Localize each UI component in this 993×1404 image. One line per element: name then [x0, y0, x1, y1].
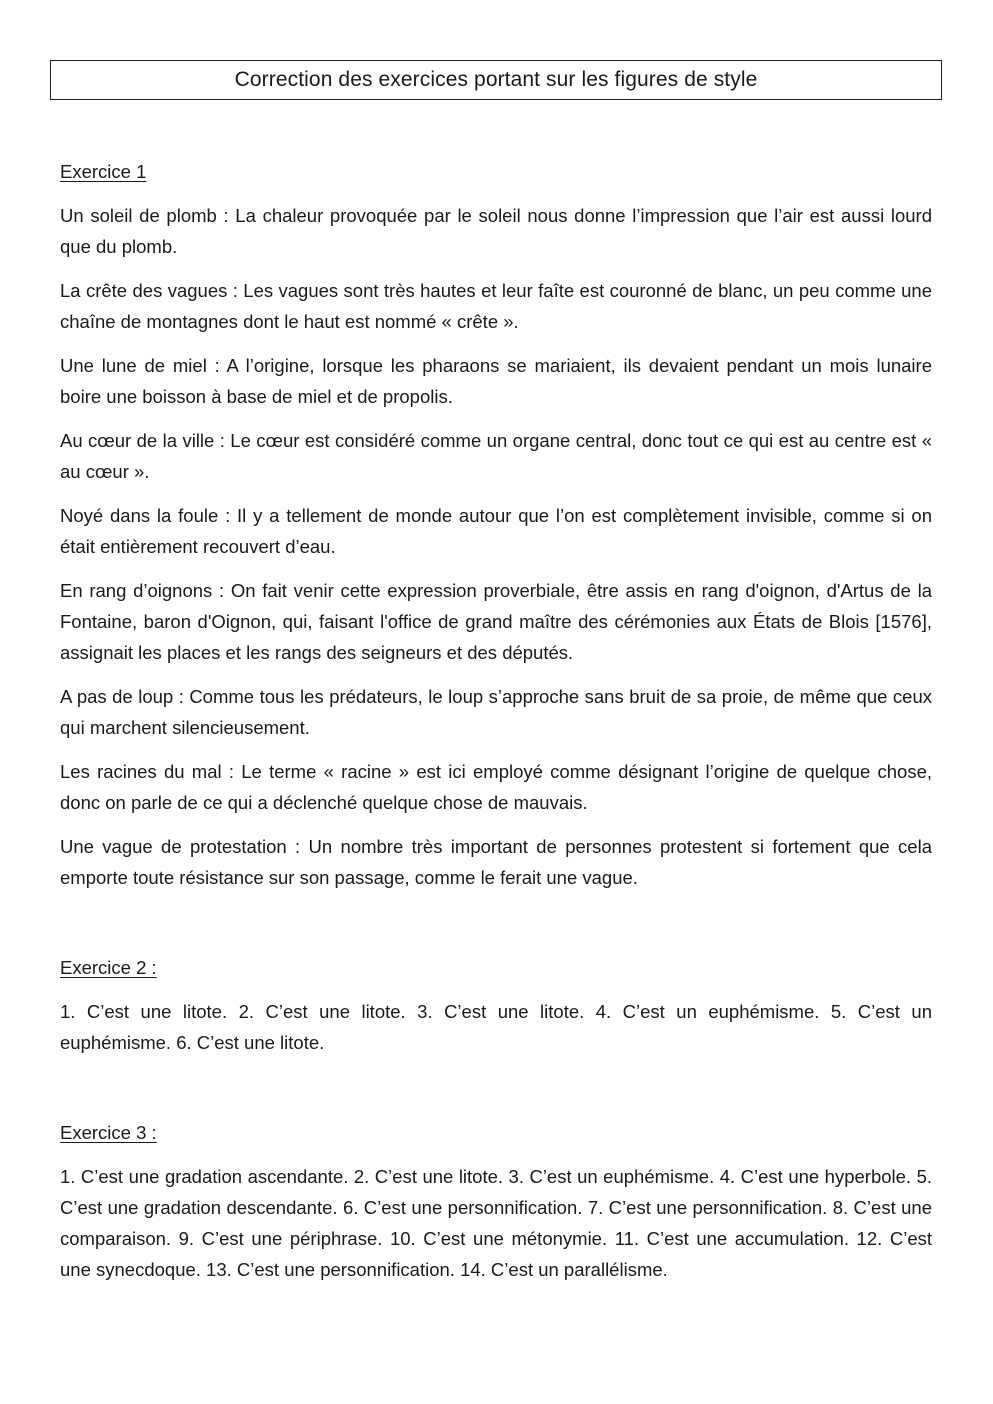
document-title: Correction des exercices portant sur les figures de style [50, 60, 942, 100]
exercise-2-answers: 1. C’est une litote. 2. C’est une litote. 3. C’est une litote. 4. C’est un euphémisme. 5. C’est un euphémisme. 6. C’est une litote. [60, 1001, 932, 1053]
exercise-1-item: Une lune de miel : A l’origine, lorsque les pharaons se mariaient, ils devaient pendant un mois lunaire boire une boisson à base de miel et de propolis. [60, 355, 932, 407]
exercise-1-item: La crête des vagues : Les vagues sont très hautes et leur faîte est couronné de blanc, un peu comme une chaîne de montagnes dont le haut est nommé « crête ». [60, 280, 932, 332]
exercise-3-answers: 1. C’est une gradation ascendante. 2. C’est une litote. 3. C’est un euphémisme. 4. C’est une hyperbole. 5. C’est une gradation descendante. 6. C’est une personnification. 7. C’est une personnification. 8. C’est une comparaison. 9. C’est une périphrase. 10. C’est une métonymie. 11. C’est une accumulation. 12. C’est une synecdoque. 13. C’est une personnification. 14. C’est un parallélisme. [60, 1166, 932, 1280]
exercise-2-heading: Exercice 2 : [60, 957, 157, 978]
section-spacer [60, 906, 932, 952]
exercise-1-heading: Exercice 1 [60, 161, 147, 182]
exercise-3-heading: Exercice 3 : [60, 1122, 157, 1143]
document-body [60, 156, 932, 1298]
exercise-1-item: Au cœur de la ville : Le cœur est considéré comme un organe central, donc tout ce qui est au centre est « au cœur ». [60, 430, 932, 482]
exercise-1-item: Une vague de protestation : Un nombre très important de personnes protestent si fortement que cela emporte toute résistance sur son passage, comme le ferait une vague. [60, 836, 932, 888]
exercise-1-item: En rang d’oignons : On fait venir cette expression proverbiale, être assis en rang d'oignon, d'Artus de la Fontaine, baron d'Oignon, qui, faisant l'office de grand maître des cérémonies aux États de Blois [1576], assignait les places et les rangs des seigneurs et des députés. [60, 580, 932, 663]
section-spacer [60, 1071, 932, 1117]
exercise-3 [60, 1117, 932, 1285]
exercise-1-item: Les racines du mal : Le terme « racine » est ici employé comme désignant l’origine de quelque chose, donc on parle de ce qui a déclenché quelque chose de mauvais. [60, 761, 932, 813]
exercise-1 [60, 156, 932, 893]
exercise-1-item: A pas de loup : Comme tous les prédateurs, le loup s’approche sans bruit de sa proie, de même que ceux qui marchent silencieusement. [60, 686, 932, 738]
exercise-1-item: Noyé dans la foule : Il y a tellement de monde autour que l’on est complètement invisible, comme si on était entièrement recouvert d’eau. [60, 505, 932, 557]
exercise-2 [60, 952, 932, 1058]
exercise-1-item: Un soleil de plomb : La chaleur provoquée par le soleil nous donne l’impression que l’air est aussi lourd que du plomb. [60, 205, 932, 257]
